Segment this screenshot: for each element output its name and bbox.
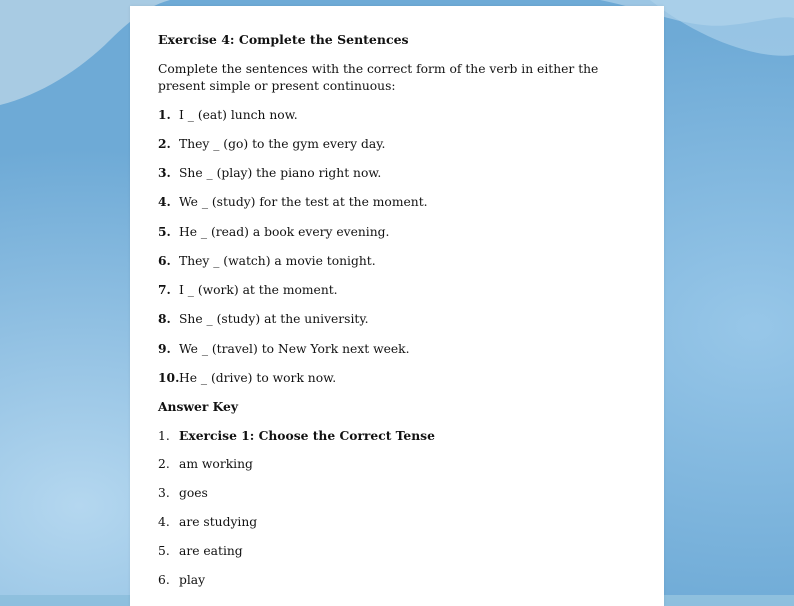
item-number: 1.: [158, 107, 171, 122]
answer-item: [158, 457, 253, 471]
answer-text: goes: [179, 486, 208, 500]
item-text: I _ (work) at the moment.: [179, 283, 338, 297]
answer-item: [158, 515, 257, 529]
item-number: 10.: [158, 370, 180, 385]
answer-number: 2.: [158, 457, 170, 471]
answer-number: 5.: [158, 544, 170, 558]
exercise-item: [158, 194, 428, 209]
item-number: 9.: [158, 341, 171, 356]
item-text: I _ (eat) lunch now.: [179, 108, 298, 122]
exercise-instructions: Complete the sentences with the correct form of the verb in either the present simple or present continuous:: [158, 62, 599, 93]
answer-item: [158, 573, 205, 587]
exercise-item: [158, 341, 410, 356]
item-text: We _ (travel) to New York next week.: [179, 342, 410, 356]
exercise-item: [158, 136, 385, 151]
exercise-item: [158, 165, 381, 180]
item-number: 5.: [158, 224, 171, 239]
item-number: 3.: [158, 165, 171, 180]
worksheet-page: [130, 6, 664, 606]
answer-number: 4.: [158, 515, 170, 529]
answer-number: 3.: [158, 486, 170, 500]
exercise-item: [158, 282, 338, 297]
answer-key-heading: Answer Key: [158, 399, 238, 414]
item-number: 8.: [158, 311, 171, 326]
exercise-item: [158, 370, 336, 385]
item-number: 4.: [158, 194, 171, 209]
exercise-title: Exercise 4: Complete the Sentences: [158, 32, 409, 47]
item-text: She _ (study) at the university.: [179, 312, 369, 326]
item-text: She _ (play) the piano right now.: [179, 166, 382, 180]
exercise-item: [158, 311, 369, 326]
answer-text: am working: [179, 457, 253, 471]
exercise-item: [158, 107, 298, 122]
item-number: 2.: [158, 136, 171, 151]
answer-text: play: [179, 573, 206, 587]
item-text: He _ (read) a book every evening.: [179, 225, 390, 239]
answer-text: are eating: [179, 544, 243, 558]
answer-text: are studying: [179, 515, 258, 529]
exercise-item: [158, 253, 376, 268]
answer-item: [158, 544, 243, 558]
item-number: 7.: [158, 282, 171, 297]
item-text: They _ (go) to the gym every day.: [179, 137, 386, 151]
answer-text: Exercise 1: Choose the Correct Tense: [179, 428, 435, 443]
item-number: 6.: [158, 253, 171, 268]
exercise-item: [158, 224, 389, 239]
answer-item: [158, 428, 435, 443]
answer-number: 1.: [158, 429, 170, 443]
item-text: We _ (study) for the test at the moment.: [179, 195, 428, 209]
item-text: He _ (drive) to work now.: [179, 371, 337, 385]
answer-number: 6.: [158, 573, 170, 587]
answer-item: [158, 486, 208, 500]
item-text: They _ (watch) a movie tonight.: [179, 254, 376, 268]
